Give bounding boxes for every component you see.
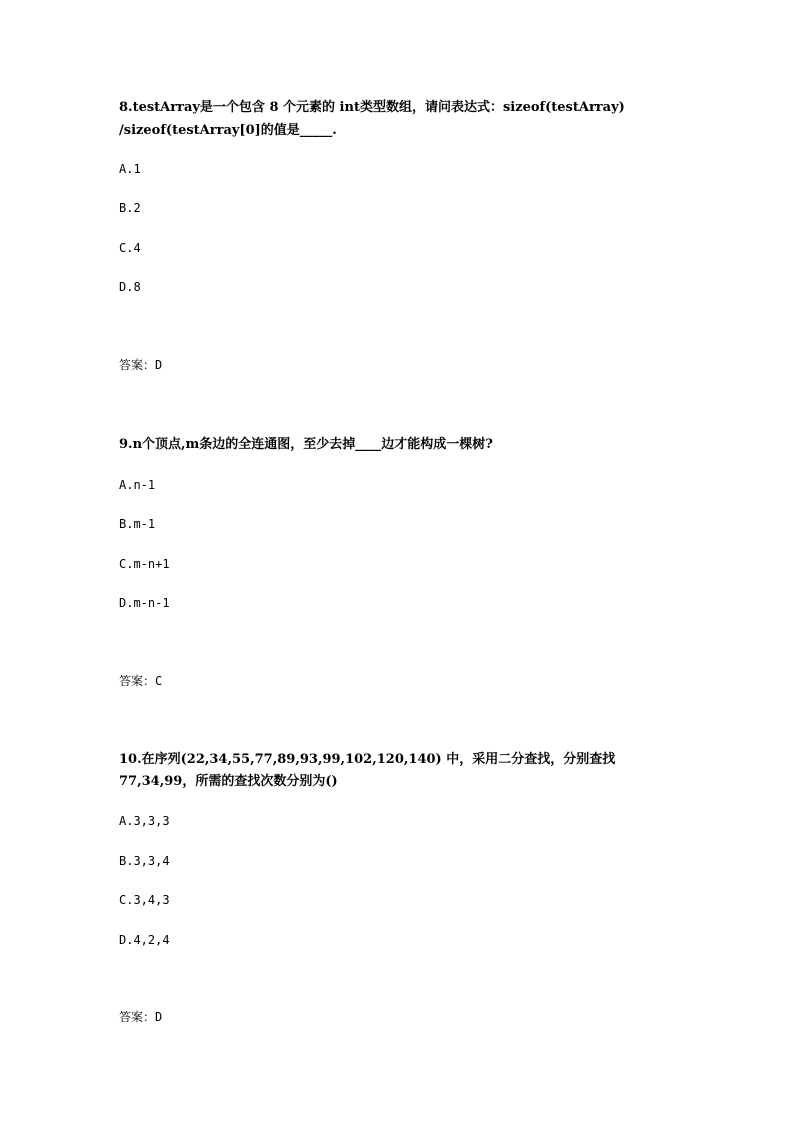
question-10-title-line-1: 10.在序列(22,34,55,77,89,93,99,102,120,140) 中，采用二分查找，分别查找	[119, 752, 616, 767]
question-9-option-a: A.n-1	[119, 478, 156, 492]
question-10-option-c: C.3,4,3	[119, 893, 170, 907]
question-10-answer: 答案：D	[119, 1010, 163, 1024]
question-8-option-d: D.8	[119, 280, 141, 294]
question-8-answer: 答案：D	[119, 358, 163, 372]
question-9-answer: 答案：C	[119, 674, 163, 688]
question-10-option-b: B.3,3,4	[119, 854, 170, 868]
question-8-option-a: A.1	[119, 162, 141, 176]
question-9-option-b: B.m-1	[119, 517, 156, 531]
question-8-option-c: C.4	[119, 241, 141, 255]
question-9-option-d: D.m-n-1	[119, 596, 170, 610]
question-10-option-d: D.4,2,4	[119, 933, 170, 947]
question-8-title-line-2: /sizeof(testArray[0]的值是_____.	[119, 123, 337, 138]
question-10-option-a: A.3,3,3	[119, 814, 170, 828]
question-10-title-line-2: 77,34,99，所需的查找次数分别为()	[119, 774, 338, 789]
question-9-option-c: C.m-n+1	[119, 557, 170, 571]
question-8-option-b: B.2	[119, 201, 141, 215]
question-8-title-line-1: 8.testArray是一个包含 8 个元素的 int类型数组，请问表达式：sizeof(testArray)	[119, 100, 625, 115]
question-9-title-line-1: 9.n个顶点,m条边的全连通图，至少去掉____边才能构成一棵树?	[119, 437, 493, 452]
